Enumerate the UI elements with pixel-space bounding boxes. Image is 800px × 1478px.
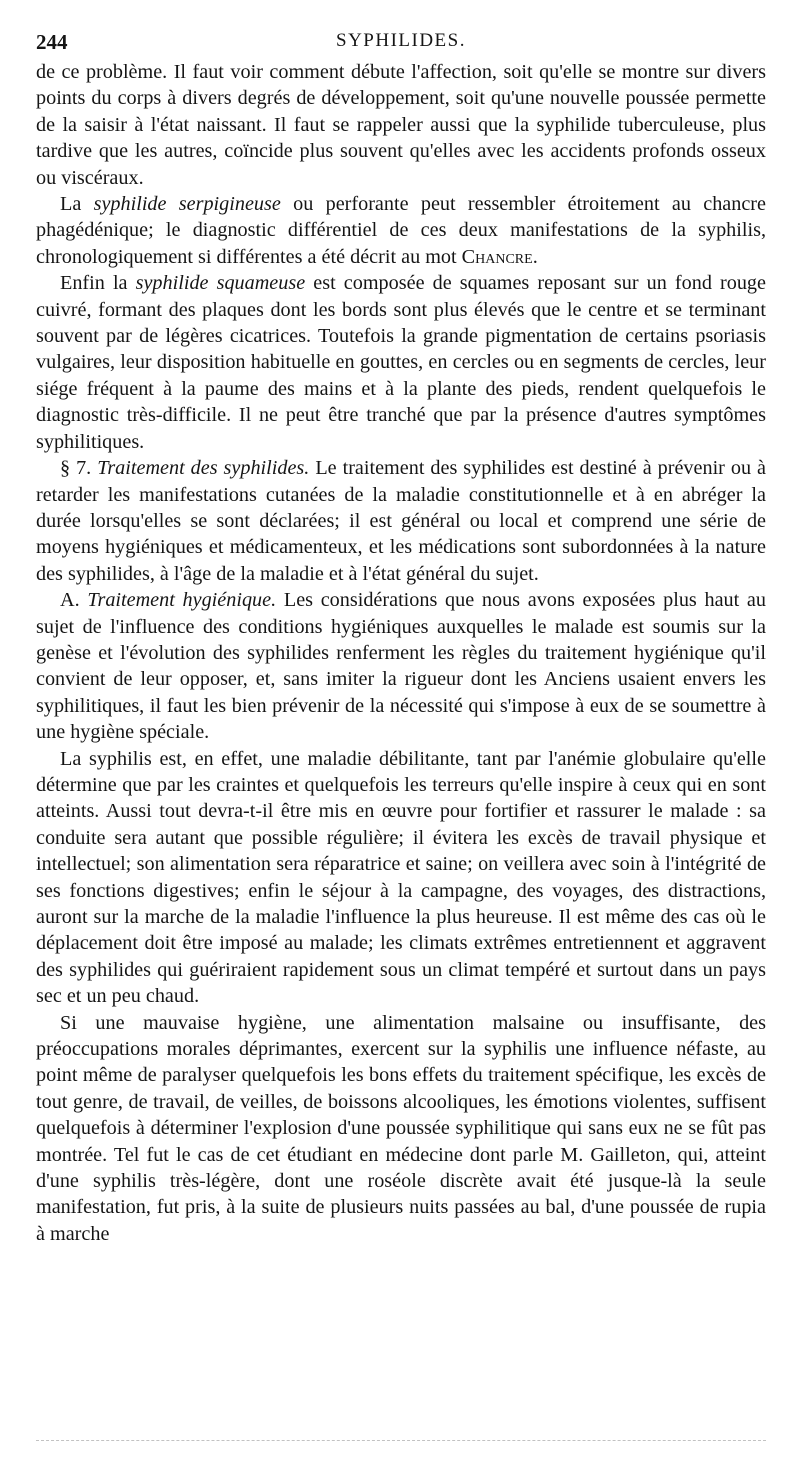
footer-artifact-line: [36, 1440, 766, 1443]
subsection-a-traitement-hygienique: [36, 587, 766, 745]
page-header: [36, 22, 766, 56]
paragraph-syphilide-serpigineuse: [36, 191, 766, 270]
section-heading: Traitement des syphilides.: [97, 457, 310, 480]
paragraph-text: Si une mauvaise hygiène, une alimentation malsaine ou insuffisante, des préoccupations morales déprimantes, exercent sur la syphilis une influence néfaste, au point même de paralyser quelquefois les bons effets du traitement spécifique, les excès de tout genre, de travail, de veilles, de boissons alcooliques, les émotions violentes, suffisent quelquefois à déterminer l'explosion d'une poussée syphilitique qui sans eux ne se fût pas montrée. Tel fut le cas de cet étudiant en médecine dont parle M. Gailleton, qui, atteint d'une syphilis très-légère, dont une roséole discrète avait été jusque-là la seule manifestation, fut pris, à la suite de plusieurs nuits passées au bal, d'une poussée de rupia à marche: [36, 1011, 766, 1245]
italic-term: syphilide squameuse: [135, 272, 306, 295]
section-7-traitement: [36, 455, 766, 587]
subsection-heading: Traitement hygiénique.: [87, 589, 277, 612]
running-title: SYPHILIDES.: [336, 30, 466, 51]
paragraph-text: La syphilis est, en effet, une maladie débilitante, tant par l'anémie globulaire qu'elle détermine que par les craintes et quelquefois les terreurs qu'elle inspire à ceux qui en sont atteints. Aussi tout devra-t-il être mis en œuvre pour fortifier et rassurer le malade : sa conduite sera autant que possible régulière; il évitera les excès de travail physique et intellectuel; son alimentation sera réparatrice et saine; on veillera avec soin à l'intégrité de ses fonctions digestives; enfin le séjour à la campagne, des voyages, des distractions, auront sur la marche de la maladie l'influence la plus heureuse. Il est même des cas où le déplacement doit être imposé au malade; les climats extrêmes entretiennent et aggravent des syphilides qui guériraient rapidement sous un climat tempéré et surtout dans un pays sec et un peu chaud.: [36, 747, 766, 1008]
cross-reference-term: Chancre: [461, 245, 533, 268]
paragraph-text: est composée de squames reposant sur un fond rouge cuivré, formant des plaques dont les bords sont plus élevés que le centre et se terminant souvent par de légères cicatrices. Toutefois la grande pigmentation de certains psoriasis vulgaires, leur disposition habituelle en gouttes, en cercles ou en segments de cercles, leur siége fréquent à la paume des mains et à la plante des pieds, rendent quelquefois le diagnostic très-difficile. Il ne peut être tranché que par la présence d'autres symptômes syphilitiques.: [36, 272, 766, 453]
book-page: [36, 22, 766, 1247]
paragraph-tail: .: [532, 245, 538, 268]
paragraph-text: Le traitement des syphilides est destiné à prévenir ou à retarder les manifestations cutanées de la maladie constitutionnelle et à en abréger la durée lorsqu'elles se sont déclarées; il est général ou local et comprend une série de moyens hygiéniques et médicamenteux, et les médications sont subordonnées à la nature des syphilides, à l'âge de la maladie et à l'état général du sujet.: [36, 457, 767, 585]
paragraph-maladie-debilitante: [36, 746, 766, 1010]
paragraph-mauvaise-hygiene: [36, 1010, 766, 1248]
paragraph-syphilide-squameuse: [36, 270, 766, 455]
page-number: 244: [36, 30, 68, 54]
paragraph-lead: Enfin la: [60, 272, 136, 295]
paragraph-text: ou perforante peut ressembler étroitement au chancre phagédénique; le diagnostic différentiel de ces deux manifestations de la syphilis, chronologiquement si différentes a été décrit au mot: [36, 193, 766, 268]
italic-term: syphilide serpigineuse: [93, 193, 281, 216]
paragraph-diagnosis-continuation: [36, 59, 766, 191]
subsection-letter: A.: [60, 589, 88, 612]
section-number: § 7.: [60, 457, 98, 480]
body-text: [36, 59, 766, 1247]
paragraph-text: de ce problème. Il faut voir comment débute l'affection, soit qu'elle se montre sur divers points du corps à divers degrés de développement, soit qu'une nouvelle poussée permette de la saisir à l'état naissant. Il faut se rappeler aussi que la syphilide tuberculeuse, plus tardive que les autres, coïncide plus souvent qu'elles avec les accidents profonds osseux ou viscéraux.: [36, 61, 766, 189]
paragraph-lead: La: [60, 193, 94, 216]
paragraph-text: Les considérations que nous avons exposées plus haut au sujet de l'influence des conditions hygiéniques auxquelles le malade est soumis sur la genèse et l'évolution des syphilides renferment les règles du traitement hygiénique qu'il convient de leur opposer, et, sans imiter la rigueur dont les Anciens usaient envers les syphilitiques, il faut les bien prévenir de la nécessité qui s'impose à eux de se soumettre à une hygiène spéciale.: [36, 589, 766, 744]
